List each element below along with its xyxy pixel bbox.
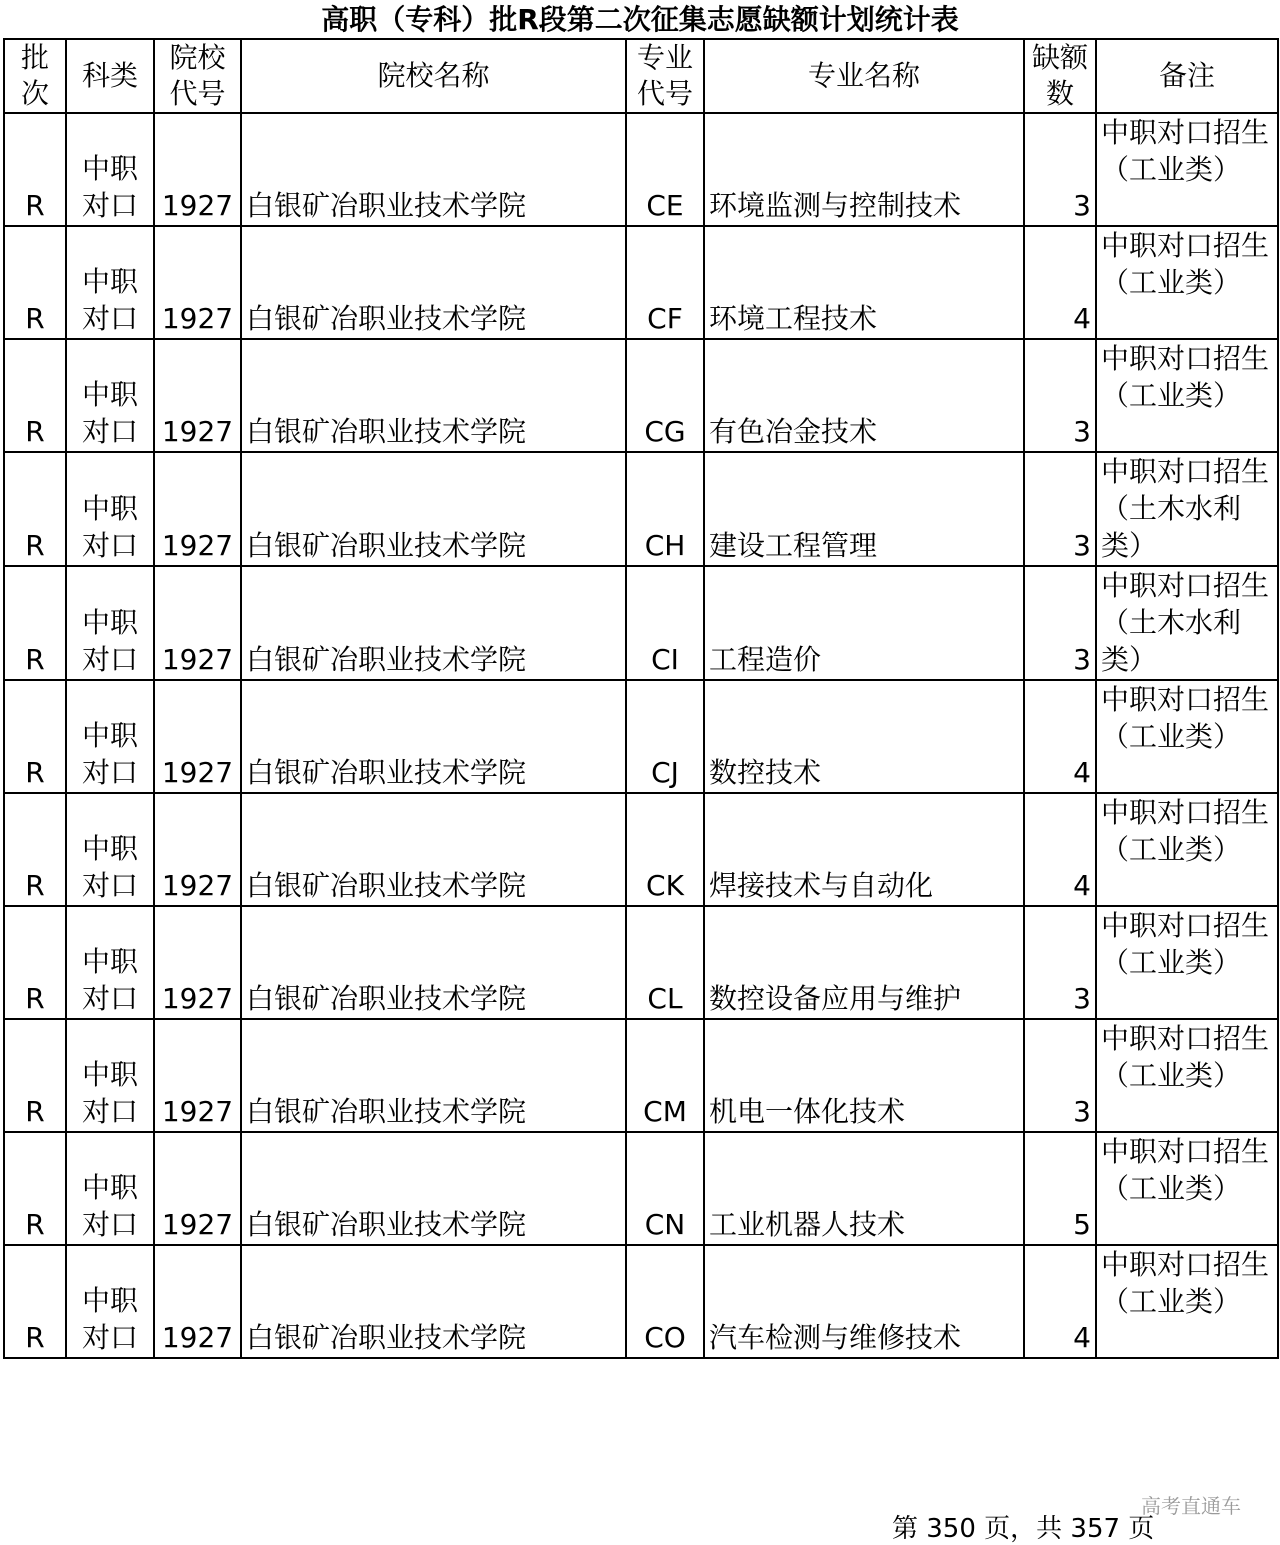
header-school-code: 院校代号 bbox=[154, 39, 241, 113]
cell-school-code: 1927 bbox=[154, 906, 241, 1019]
cell-note: 中职对口招生（工业类） bbox=[1096, 1019, 1278, 1132]
cell-school-name: 白银矿冶职业技术学院 bbox=[241, 113, 626, 226]
cell-quota: 3 bbox=[1024, 566, 1096, 680]
cell-major-name: 有色冶金技术 bbox=[704, 339, 1024, 452]
cell-batch: R bbox=[4, 1245, 66, 1358]
cell-quota: 3 bbox=[1024, 339, 1096, 452]
cell-school-name: 白银矿冶职业技术学院 bbox=[241, 226, 626, 339]
table-row bbox=[4, 1132, 1278, 1245]
cell-major-name: 工程造价 bbox=[704, 566, 1024, 680]
cell-major-code: CM bbox=[626, 1019, 704, 1132]
cell-major-name: 工业机器人技术 bbox=[704, 1132, 1024, 1245]
cell-quota: 5 bbox=[1024, 1132, 1096, 1245]
cell-type: 中职对口 bbox=[66, 339, 154, 452]
cell-school-name: 白银矿冶职业技术学院 bbox=[241, 1132, 626, 1245]
cell-major-code: CO bbox=[626, 1245, 704, 1358]
cell-major-name: 建设工程管理 bbox=[704, 452, 1024, 566]
cell-note: 中职对口招生（工业类） bbox=[1096, 226, 1278, 339]
cell-major-name: 环境工程技术 bbox=[704, 226, 1024, 339]
cell-type: 中职对口 bbox=[66, 452, 154, 566]
cell-school-name: 白银矿冶职业技术学院 bbox=[241, 906, 626, 1019]
cell-batch: R bbox=[4, 566, 66, 680]
cell-school-code: 1927 bbox=[154, 339, 241, 452]
cell-type: 中职对口 bbox=[66, 226, 154, 339]
cell-major-name: 机电一体化技术 bbox=[704, 1019, 1024, 1132]
header-row bbox=[4, 39, 1278, 113]
cell-note: 中职对口招生（工业类） bbox=[1096, 1132, 1278, 1245]
header-batch: 批次 bbox=[4, 39, 66, 113]
cell-major-name: 环境监测与控制技术 bbox=[704, 113, 1024, 226]
cell-note: 中职对口招生（工业类） bbox=[1096, 793, 1278, 906]
cell-type: 中职对口 bbox=[66, 113, 154, 226]
header-quota: 缺额数 bbox=[1024, 39, 1096, 113]
cell-major-code: CG bbox=[626, 339, 704, 452]
header-school-name: 院校名称 bbox=[241, 39, 626, 113]
table-row bbox=[4, 339, 1278, 452]
table-row bbox=[4, 566, 1278, 680]
cell-school-code: 1927 bbox=[154, 226, 241, 339]
cell-school-code: 1927 bbox=[154, 452, 241, 566]
cell-major-name: 焊接技术与自动化 bbox=[704, 793, 1024, 906]
quota-table bbox=[3, 38, 1279, 1359]
cell-quota: 3 bbox=[1024, 1019, 1096, 1132]
cell-major-code: CI bbox=[626, 566, 704, 680]
page-footer: 第 350 页，共 357 页 bbox=[892, 1514, 1155, 1544]
cell-school-name: 白银矿冶职业技术学院 bbox=[241, 1019, 626, 1132]
cell-school-name: 白银矿冶职业技术学院 bbox=[241, 793, 626, 906]
cell-type: 中职对口 bbox=[66, 906, 154, 1019]
cell-type: 中职对口 bbox=[66, 1132, 154, 1245]
cell-school-name: 白银矿冶职业技术学院 bbox=[241, 1245, 626, 1358]
cell-major-name: 数控技术 bbox=[704, 680, 1024, 793]
cell-school-code: 1927 bbox=[154, 793, 241, 906]
table-row bbox=[4, 680, 1278, 793]
cell-school-code: 1927 bbox=[154, 1245, 241, 1358]
cell-school-code: 1927 bbox=[154, 566, 241, 680]
cell-quota: 3 bbox=[1024, 906, 1096, 1019]
cell-major-code: CE bbox=[626, 113, 704, 226]
cell-major-name: 汽车检测与维修技术 bbox=[704, 1245, 1024, 1358]
cell-type: 中职对口 bbox=[66, 1019, 154, 1132]
cell-batch: R bbox=[4, 113, 66, 226]
table-row bbox=[4, 793, 1278, 906]
cell-major-code: CF bbox=[626, 226, 704, 339]
header-major-code: 专业代号 bbox=[626, 39, 704, 113]
cell-quota: 4 bbox=[1024, 1245, 1096, 1358]
cell-note: 中职对口招生（工业类） bbox=[1096, 339, 1278, 452]
cell-batch: R bbox=[4, 339, 66, 452]
cell-major-name: 数控设备应用与维护 bbox=[704, 906, 1024, 1019]
cell-note: 中职对口招生（工业类） bbox=[1096, 113, 1278, 226]
cell-major-code: CJ bbox=[626, 680, 704, 793]
cell-type: 中职对口 bbox=[66, 793, 154, 906]
cell-note: 中职对口招生（土木水利类） bbox=[1096, 566, 1278, 680]
cell-major-code: CL bbox=[626, 906, 704, 1019]
cell-note: 中职对口招生（土木水利类） bbox=[1096, 452, 1278, 566]
cell-school-name: 白银矿冶职业技术学院 bbox=[241, 566, 626, 680]
cell-type: 中职对口 bbox=[66, 566, 154, 680]
cell-school-name: 白银矿冶职业技术学院 bbox=[241, 339, 626, 452]
page-title: 高职（专科）批R段第二次征集志愿缺额计划统计表 bbox=[321, 3, 959, 36]
cell-note: 中职对口招生（工业类） bbox=[1096, 680, 1278, 793]
cell-school-code: 1927 bbox=[154, 1132, 241, 1245]
cell-major-code: CH bbox=[626, 452, 704, 566]
header-major-name: 专业名称 bbox=[704, 39, 1024, 113]
table-row bbox=[4, 1019, 1278, 1132]
table-row bbox=[4, 452, 1278, 566]
table-row bbox=[4, 1245, 1278, 1358]
cell-quota: 4 bbox=[1024, 226, 1096, 339]
cell-major-code: CN bbox=[626, 1132, 704, 1245]
cell-batch: R bbox=[4, 793, 66, 906]
cell-school-name: 白银矿冶职业技术学院 bbox=[241, 680, 626, 793]
cell-school-code: 1927 bbox=[154, 680, 241, 793]
cell-type: 中职对口 bbox=[66, 680, 154, 793]
header-type: 科类 bbox=[66, 39, 154, 113]
watermark: 高考直通车 bbox=[1141, 1494, 1241, 1518]
table-row bbox=[4, 113, 1278, 226]
cell-type: 中职对口 bbox=[66, 1245, 154, 1358]
cell-batch: R bbox=[4, 226, 66, 339]
cell-school-name: 白银矿冶职业技术学院 bbox=[241, 452, 626, 566]
cell-batch: R bbox=[4, 1019, 66, 1132]
cell-school-code: 1927 bbox=[154, 113, 241, 226]
cell-quota: 4 bbox=[1024, 793, 1096, 906]
cell-quota: 3 bbox=[1024, 452, 1096, 566]
cell-batch: R bbox=[4, 452, 66, 566]
cell-batch: R bbox=[4, 680, 66, 793]
cell-quota: 4 bbox=[1024, 680, 1096, 793]
header-note: 备注 bbox=[1096, 39, 1278, 113]
cell-note: 中职对口招生（工业类） bbox=[1096, 906, 1278, 1019]
cell-batch: R bbox=[4, 906, 66, 1019]
cell-major-code: CK bbox=[626, 793, 704, 906]
table-row bbox=[4, 906, 1278, 1019]
cell-batch: R bbox=[4, 1132, 66, 1245]
table-row bbox=[4, 226, 1278, 339]
cell-quota: 3 bbox=[1024, 113, 1096, 226]
cell-school-code: 1927 bbox=[154, 1019, 241, 1132]
cell-note: 中职对口招生（工业类） bbox=[1096, 1245, 1278, 1358]
